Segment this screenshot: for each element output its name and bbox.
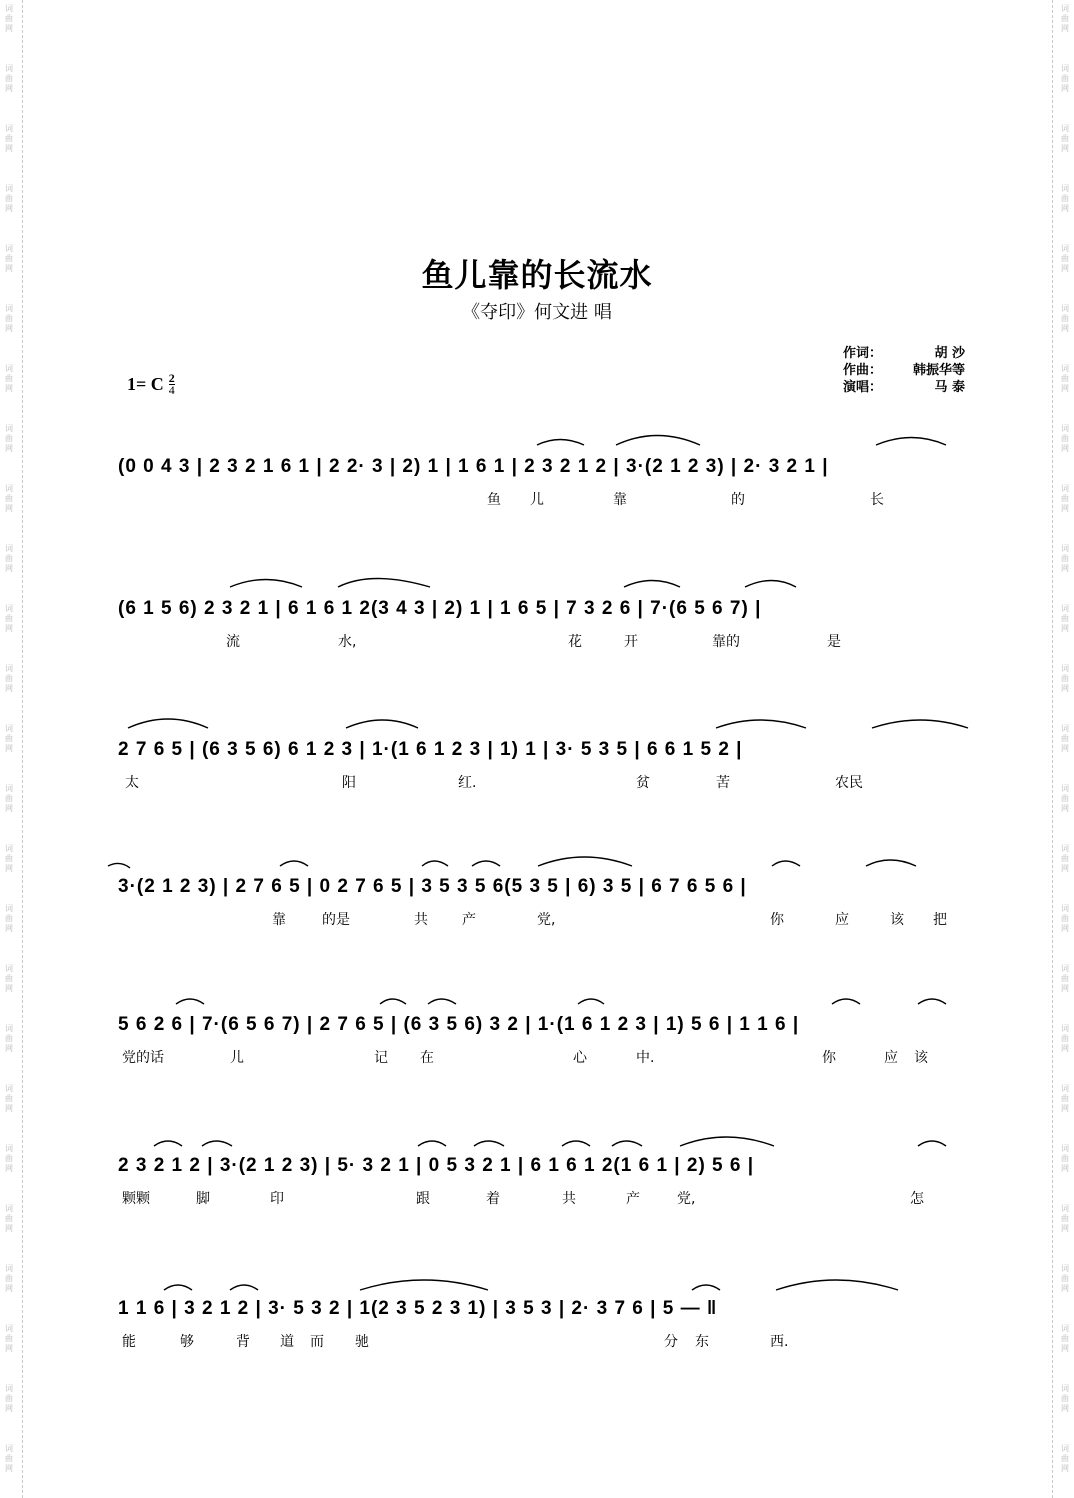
watermark-mark: 词 曲 网 <box>5 184 13 213</box>
lyric-syllable: 跟 <box>416 1191 430 1207</box>
lyric-syllable: 红. <box>458 775 477 791</box>
slur-arc <box>612 1141 642 1146</box>
slur-arc <box>562 1141 590 1146</box>
lyric-syllable: 党, <box>677 1191 696 1207</box>
key-signature <box>127 373 175 396</box>
lyric-syllable: 花 <box>568 634 582 650</box>
watermark-mark: 词 曲 网 <box>1061 124 1069 153</box>
watermark-mark: 词 曲 网 <box>5 484 13 513</box>
lyric-syllable: 的是 <box>322 912 350 928</box>
slur-arc <box>918 1141 946 1146</box>
watermark-mark: 词 曲 网 <box>5 1444 13 1473</box>
watermark-mark: 词 曲 网 <box>1061 244 1069 273</box>
lyric-syllable: 农民 <box>835 775 863 791</box>
slur-arc <box>164 1285 192 1290</box>
slur-arc <box>692 1285 720 1290</box>
watermark-mark: 词 曲 网 <box>5 724 13 753</box>
watermark-mark: 词 曲 网 <box>1061 844 1069 873</box>
lyric-syllable: 道 <box>280 1334 294 1350</box>
lyric-syllable: 能 <box>122 1334 136 1350</box>
lyric-syllable: 开 <box>624 634 638 650</box>
watermark-mark: 词 曲 网 <box>5 1144 13 1173</box>
watermark-mark: 词 曲 网 <box>5 1264 13 1293</box>
watermark-mark: 词 曲 网 <box>1061 1204 1069 1233</box>
credit-lyricist <box>843 345 965 362</box>
watermark-mark: 词 曲 网 <box>5 1084 13 1113</box>
lyric-syllable: 分 <box>664 1334 678 1350</box>
lyric-syllable: 鱼 <box>487 492 501 508</box>
lyric-syllable: 太 <box>125 775 139 791</box>
watermark-mark: 词 曲 网 <box>1061 184 1069 213</box>
slur-arc <box>176 999 204 1004</box>
lyric-syllable: 在 <box>420 1050 434 1066</box>
slur-arc <box>230 580 302 588</box>
lyric-syllable: 产 <box>462 912 476 928</box>
slur-arc <box>616 436 700 446</box>
slur-arc <box>624 581 680 588</box>
slur-arc <box>772 861 800 866</box>
credit-role: 作曲： <box>843 363 883 378</box>
credit-name: 胡 沙 <box>934 346 965 361</box>
watermark-mark: 词 曲 网 <box>5 964 13 993</box>
lyric-syllable: 苦 <box>716 775 730 791</box>
slur-arc <box>578 999 604 1004</box>
notation-line-1: (0 0 4 3 | 2 3 2 1 6 1 | 2 2· 3 | 2) 1 | 1 6 1 | 2 3 2 1 2 | 3·(2 1 2 3) | 2· 3 2 1 | <box>118 456 829 477</box>
slur-arc <box>338 579 430 588</box>
notation-line-7: 1 1 6 | 3 2 1 2 | 3· 5 3 2 | 1(2 3 5 2 3 1) | 3 5 3 | 2· 3 7 6 | 5 — ‖ <box>118 1298 718 1319</box>
watermark-mark: 词 曲 网 <box>1061 1324 1069 1353</box>
slur-arc <box>128 719 208 728</box>
slur-arc <box>745 581 796 588</box>
lyric-syllable: 应 <box>835 912 849 928</box>
lyric-syllable: 而 <box>310 1334 324 1350</box>
watermark-mark: 词 曲 网 <box>1061 664 1069 693</box>
credit-role: 演唱： <box>843 380 883 395</box>
watermark-mark: 词 曲 网 <box>5 4 13 33</box>
watermark-mark: 词 曲 网 <box>5 424 13 453</box>
watermark-mark: 词 曲 网 <box>1061 4 1069 33</box>
slur-arc <box>680 1137 774 1146</box>
slur-arc <box>428 999 456 1004</box>
watermark-mark: 词 曲 网 <box>1061 964 1069 993</box>
watermark-mark: 词 曲 网 <box>5 124 13 153</box>
lyric-syllable: 共 <box>562 1191 576 1207</box>
watermark-mark: 词 曲 网 <box>5 304 13 333</box>
left-border <box>22 0 23 1498</box>
lyric-syllable: 产 <box>626 1191 640 1207</box>
lyric-syllable: 该 <box>890 912 904 928</box>
lyric-syllable: 党, <box>537 912 556 928</box>
slur-arc <box>876 438 946 446</box>
slur-arc <box>472 861 500 866</box>
time-denominator: 4 <box>168 383 175 397</box>
slur-arc <box>154 1141 182 1146</box>
lyric-syllable: 脚 <box>196 1191 210 1207</box>
lyric-syllable: 西. <box>770 1334 789 1350</box>
slur-arc <box>776 1280 898 1290</box>
lyric-syllable: 中. <box>636 1050 655 1066</box>
time-numerator: 2 <box>168 371 175 385</box>
lyric-syllable: 颗颗 <box>122 1191 150 1207</box>
watermark-mark: 词 曲 网 <box>1061 604 1069 633</box>
notation-line-4: 3·(2 1 2 3) | 2 7 6 5 | 0 2 7 6 5 | 3 5 3 5 6(5 3 5 | 6) 3 5 | 6 7 6 5 6 | <box>118 876 747 897</box>
watermark-mark: 词 曲 网 <box>5 904 13 933</box>
notation-line-6: 2 3 2 1 2 | 3·(2 1 2 3) | 5· 3 2 1 | 0 5 3 2 1 | 6 1 6 1 2(1 6 1 | 2) 5 6 | <box>118 1155 755 1176</box>
lyric-syllable: 长 <box>870 492 884 508</box>
notation-line-5: 5 6 2 6 | 7·(6 5 6 7) | 2 7 6 5 | (6 3 5 6) 3 2 | 1·(1 6 1 2 3 | 1) 5 6 | 1 1 6 | <box>118 1014 800 1035</box>
watermark-mark: 词 曲 网 <box>1061 484 1069 513</box>
lyric-syllable: 儿 <box>530 492 544 508</box>
slur-arc <box>380 999 406 1004</box>
slur-arc <box>716 720 806 728</box>
slur-arc <box>346 720 418 728</box>
credit-role: 作词： <box>843 346 883 361</box>
watermark-mark: 词 曲 网 <box>1061 544 1069 573</box>
watermark-mark: 词 曲 网 <box>1061 64 1069 93</box>
watermark-mark: 词 曲 网 <box>5 244 13 273</box>
watermark-mark: 词 曲 网 <box>1061 304 1069 333</box>
lyric-syllable: 是 <box>827 634 841 650</box>
watermark-mark: 词 曲 网 <box>1061 1144 1069 1173</box>
watermark-mark: 词 曲 网 <box>5 1384 13 1413</box>
watermark-mark: 词 曲 网 <box>1061 1264 1069 1293</box>
slur-arc <box>538 857 632 866</box>
lyric-syllable: 的 <box>731 492 745 508</box>
lyric-syllable: 东 <box>695 1334 709 1350</box>
lyric-syllable: 驰 <box>355 1334 369 1350</box>
right-border <box>1052 0 1053 1498</box>
watermark-mark: 词 曲 网 <box>1061 724 1069 753</box>
slur-arc <box>537 440 584 446</box>
lyric-syllable: 贫 <box>636 775 650 791</box>
watermark-mark: 词 曲 网 <box>1061 784 1069 813</box>
slur-arc <box>866 860 916 866</box>
lyric-syllable: 党的话 <box>122 1050 164 1066</box>
watermark-mark: 词 曲 网 <box>1061 1444 1069 1473</box>
lyric-syllable: 着 <box>486 1191 500 1207</box>
slur-arc <box>230 1285 258 1290</box>
credit-composer <box>843 362 965 379</box>
notation-line-3: 2 7 6 5 | (6 3 5 6) 6 1 2 3 | 1·(1 6 1 2 3 | 1) 1 | 3· 5 3 5 | 6 6 1 5 2 | <box>118 739 743 760</box>
watermark-mark: 词 曲 网 <box>5 64 13 93</box>
lyric-syllable: 靠 <box>272 912 286 928</box>
slur-arc <box>832 999 860 1004</box>
key-text: 1= C <box>127 374 164 394</box>
watermark-mark: 词 曲 网 <box>1061 904 1069 933</box>
lyric-syllable: 儿 <box>230 1050 244 1066</box>
watermark-mark: 词 曲 网 <box>5 1024 13 1053</box>
slur-arc <box>474 1141 504 1146</box>
notation-line-2: (6 1 5 6) 2 3 2 1 | 6 1 6 1 2(3 4 3 | 2) 1 | 1 6 5 | 7 3 2 6 | 7·(6 5 6 7) | <box>118 598 762 619</box>
watermark-mark: 词 曲 网 <box>5 1324 13 1353</box>
watermark-mark: 词 曲 网 <box>1061 1084 1069 1113</box>
song-subtitle: 《夺印》何文进 唱 <box>462 302 612 323</box>
slur-arc <box>360 1280 488 1290</box>
credit-name: 马 泰 <box>934 380 965 395</box>
lyric-syllable: 背 <box>236 1334 250 1350</box>
lyric-syllable: 你 <box>822 1050 836 1066</box>
lyric-syllable: 记 <box>374 1050 388 1066</box>
watermark-mark: 词 曲 网 <box>1061 424 1069 453</box>
watermark-mark: 词 曲 网 <box>1061 1384 1069 1413</box>
watermark-mark: 词 曲 网 <box>5 784 13 813</box>
slur-arc <box>422 861 448 866</box>
lyric-syllable: 该 <box>914 1050 928 1066</box>
lyric-syllable: 应 <box>884 1050 898 1066</box>
lyric-syllable: 怎 <box>910 1191 924 1207</box>
slur-arc <box>872 720 968 728</box>
lyric-syllable: 阳 <box>342 775 356 791</box>
watermark-mark: 词 曲 网 <box>5 844 13 873</box>
lyric-syllable: 靠 <box>613 492 627 508</box>
watermark-mark: 词 曲 网 <box>5 664 13 693</box>
lyric-syllable: 水, <box>338 634 357 650</box>
watermark-mark: 词 曲 网 <box>1061 1024 1069 1053</box>
lyric-syllable: 流 <box>226 634 240 650</box>
credits <box>843 345 965 396</box>
slur-arc <box>418 1141 446 1146</box>
watermark-mark: 词 曲 网 <box>5 604 13 633</box>
watermark-mark: 词 曲 网 <box>1061 364 1069 393</box>
credit-name: 韩振华等 <box>912 363 965 378</box>
slur-arc <box>280 861 308 866</box>
song-title: 鱼儿靠的长流水 <box>421 256 653 294</box>
lyric-syllable: 靠的 <box>712 634 740 650</box>
lyric-syllable: 共 <box>414 912 428 928</box>
lyric-syllable: 把 <box>933 912 947 928</box>
slur-arc <box>108 863 130 868</box>
watermark-mark: 词 曲 网 <box>5 364 13 393</box>
slur-arc <box>202 1141 232 1146</box>
lyric-syllable: 你 <box>770 912 784 928</box>
lyric-syllable: 印 <box>270 1191 284 1207</box>
watermark-mark: 词 曲 网 <box>5 544 13 573</box>
lyric-syllable: 够 <box>180 1334 194 1350</box>
lyric-syllable: 心 <box>573 1050 587 1066</box>
slur-arc <box>918 999 946 1004</box>
time-signature <box>169 373 175 396</box>
watermark-mark: 词 曲 网 <box>5 1204 13 1233</box>
credit-singer <box>843 379 965 396</box>
